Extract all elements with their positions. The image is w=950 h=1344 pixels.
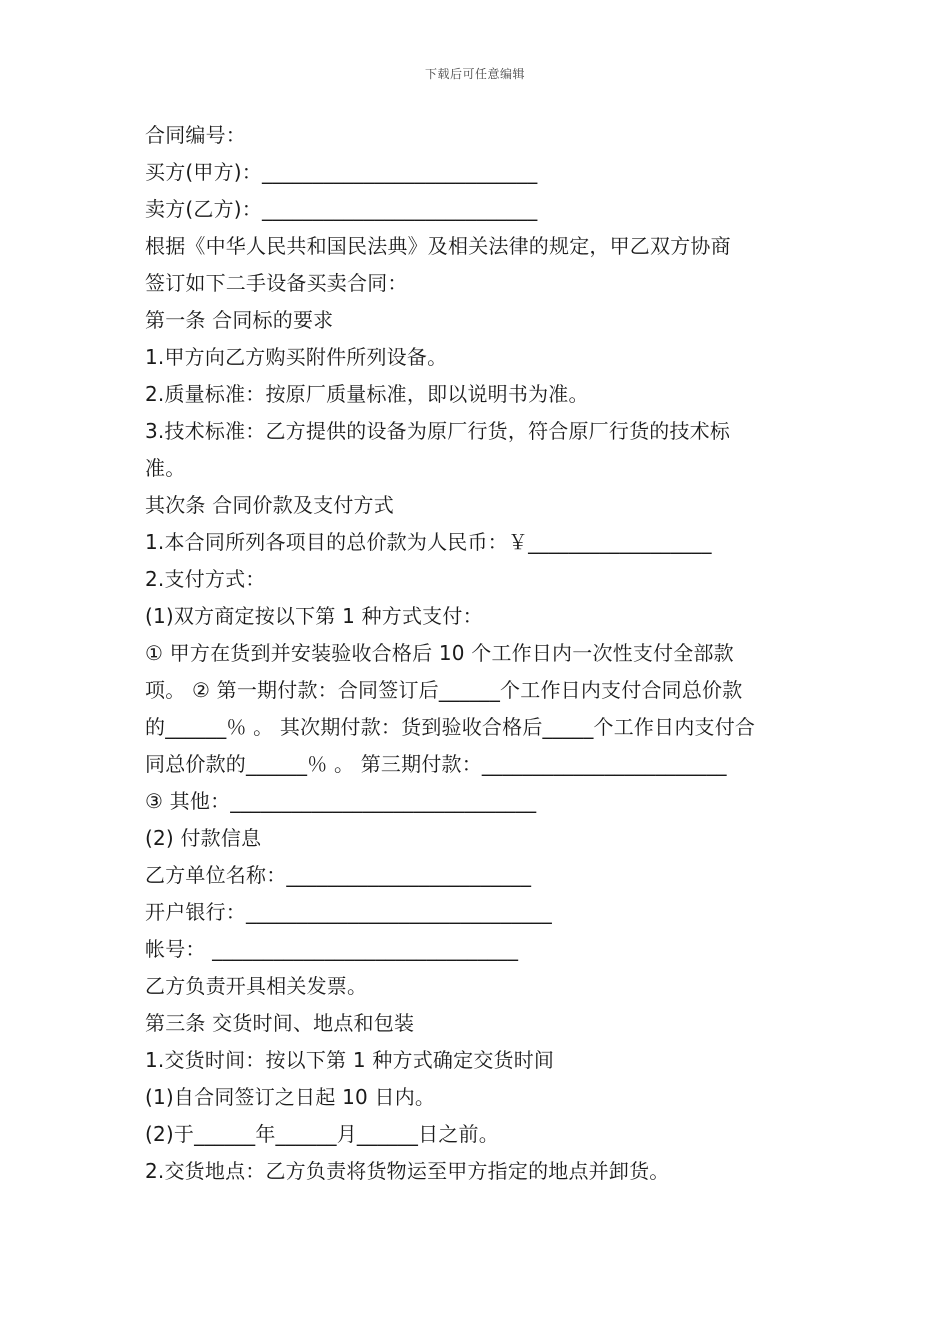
seller-line: 卖方(乙方)：___________________________ (145, 197, 538, 221)
clause-line: 2.质量标准：按原厂质量标准，即以说明书为准。 (145, 382, 589, 406)
page-header: 下载后可任意编辑 (424, 67, 525, 81)
clause-line: (2)于______年______月______日之前。 (145, 1122, 499, 1146)
clause-line: 2.支付方式： (145, 567, 266, 591)
section-heading: 第三条 交货时间、地点和包装 (145, 1011, 415, 1035)
payee-name-line: 乙方单位名称：________________________ (145, 863, 532, 887)
buyer-line: 买方(甲方)：___________________________ (145, 160, 538, 184)
clause-line: 1.本合同所列各项目的总价款为人民币：￥__________________ (145, 530, 712, 554)
clause-line: 的______％ 。 其次期付款：货到验收合格后_____个工作日内支付合 (145, 715, 756, 739)
preamble-line: 签订如下二手设备买卖合同： (145, 271, 408, 295)
clause-line: 乙方负责开具相关发票。 (145, 974, 368, 998)
section-heading: 其次条 合同价款及支付方式 (145, 493, 394, 517)
section-heading: 第一条 合同标的要求 (145, 308, 334, 332)
clause-line: (2) 付款信息 (145, 826, 262, 850)
clause-line: 准。 (145, 456, 186, 480)
clause-line: 1.交货时间：按以下第 1 种方式确定交货时间 (145, 1048, 555, 1072)
clause-line: 项。 ② 第一期付款：合同签订后______个工作日内支付合同总价款 (145, 678, 743, 702)
bank-line: 开户银行：______________________________ (145, 900, 552, 924)
account-line: 帐号： ______________________________ (145, 937, 519, 961)
clause-line: (1)自合同签订之日起 10 日内。 (145, 1085, 436, 1109)
document-body (145, 117, 810, 1190)
clause-line: 2.交货地点：乙方负责将货物运至甲方指定的地点并卸货。 (145, 1159, 670, 1183)
preamble-line: 根据《中华人民共和国民法典》及相关法律的规定，甲乙双方协商 (145, 234, 731, 258)
clause-line: 1.甲方向乙方购买附件所列设备。 (145, 345, 448, 369)
clause-line: ① 甲方在货到并安装验收合格后 10 个工作日内一次性支付全部款 (145, 641, 734, 665)
contract-number-line: 合同编号： (145, 123, 246, 147)
clause-line: ③ 其他：______________________________ (145, 789, 537, 813)
clause-line: (1)双方商定按以下第 1 种方式支付： (145, 604, 483, 628)
clause-line: 3.技术标准：乙方提供的设备为原厂行货，符合原厂行货的技术标 (145, 419, 731, 443)
clause-line: 同总价款的______％ 。 第三期付款：________________________ (145, 752, 727, 776)
